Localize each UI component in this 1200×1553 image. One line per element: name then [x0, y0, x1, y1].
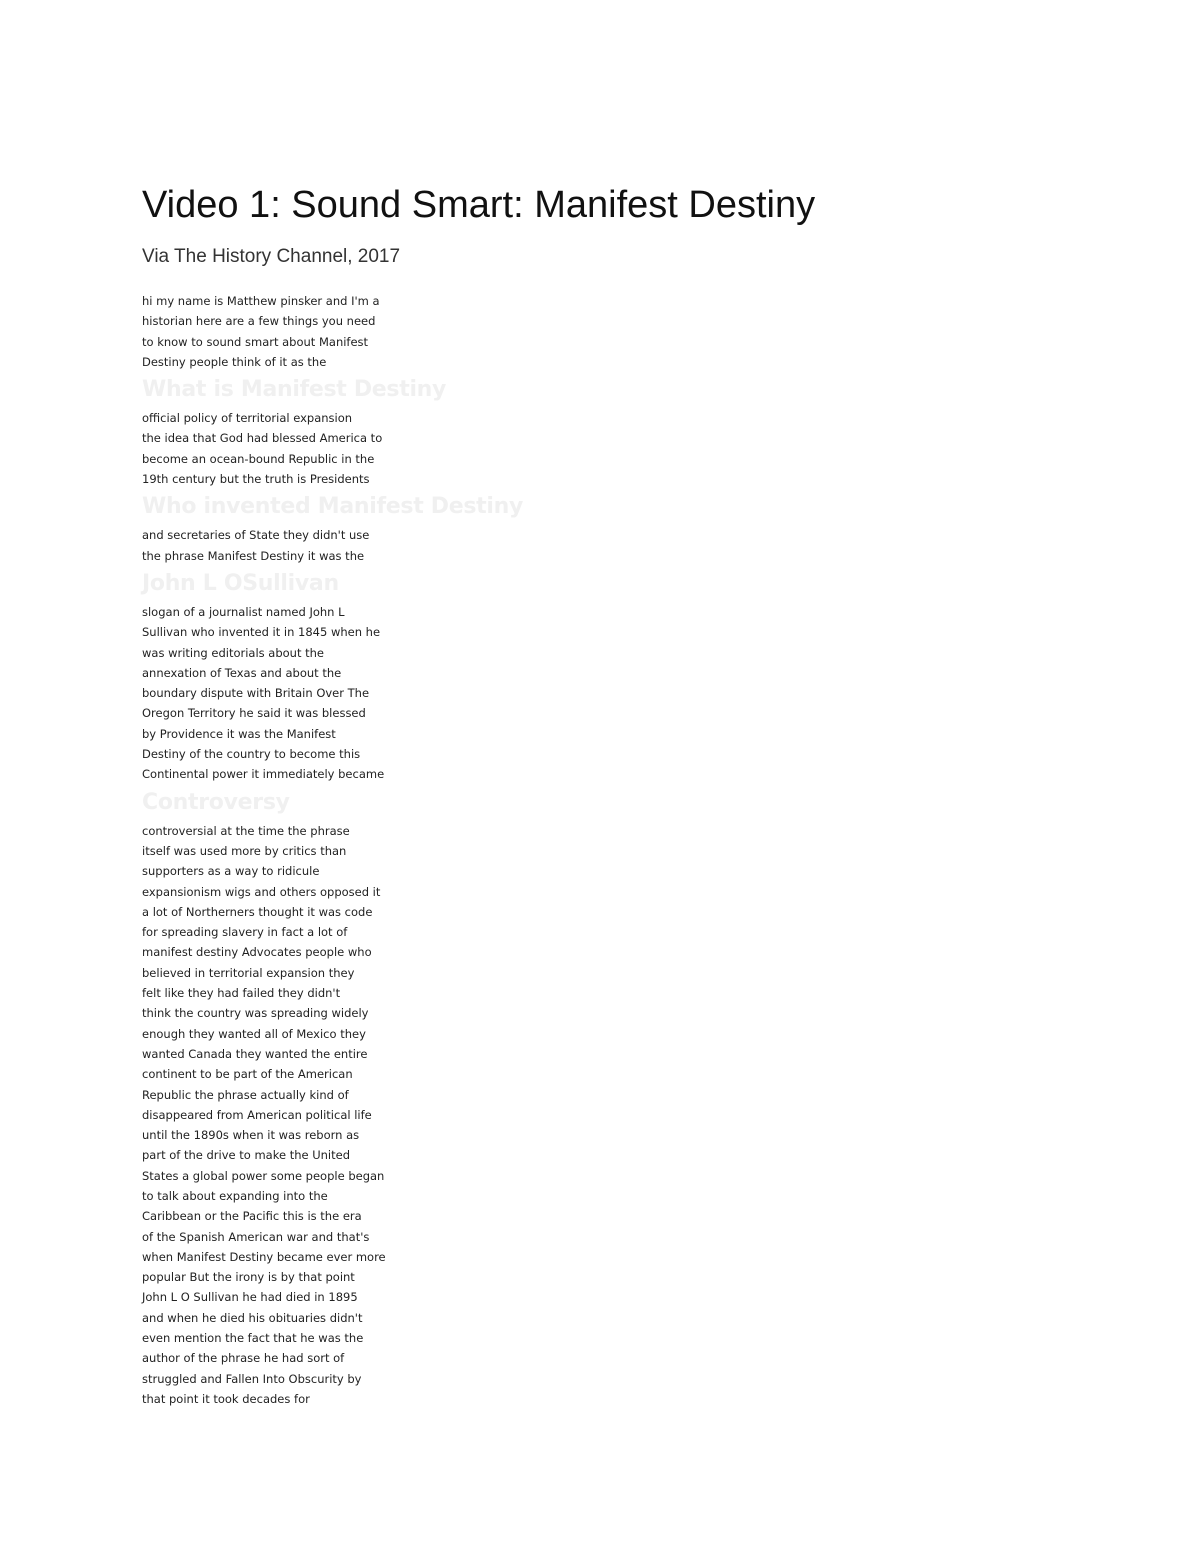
transcript-line: enough they wanted all of Mexico they [142, 1026, 366, 1041]
transcript-line: and when he died his obituaries didn't [142, 1310, 363, 1325]
transcript-line: to talk about expanding into the [142, 1188, 328, 1203]
transcript-line: Destiny people think of it as the [142, 354, 327, 369]
transcript-line: struggled and Fallen Into Obscurity by [142, 1371, 362, 1386]
section-heading-controversy: Controversy [142, 789, 290, 815]
transcript [142, 291, 524, 1409]
transcript-line: expansionism wigs and others opposed it [142, 884, 381, 899]
transcript-line: by Providence it was the Manifest [142, 726, 336, 741]
transcript-line: Oregon Territory he said it was blessed [142, 706, 366, 721]
transcript-line: even mention the fact that he was the [142, 1331, 364, 1346]
section-heading-what-is: What is Manifest Destiny [142, 377, 447, 403]
transcript-line: manifest destiny Advocates people who [142, 945, 372, 960]
transcript-line: slogan of a journalist named John L [142, 604, 345, 619]
transcript-paragraph-3 [142, 525, 442, 566]
transcript-line: controversial at the time the phrase [142, 823, 350, 838]
transcript-line: Caribbean or the Pacific this is the era [142, 1209, 362, 1224]
transcript-line: Destiny of the country to become this [142, 747, 361, 762]
transcript-line: was writing editorials about the [142, 645, 325, 660]
transcript-line: until the 1890s when it was reborn as [142, 1128, 360, 1143]
transcript-line: for spreading slavery in fact a lot of [142, 925, 348, 940]
transcript-line: of the Spanish American war and that's [142, 1229, 370, 1244]
transcript-line: felt like they had failed they didn't [142, 986, 341, 1001]
section-heading-osullivan: John L OSullivan [142, 570, 339, 596]
transcript-line: continent to be part of the American [142, 1067, 353, 1082]
transcript-line: historian here are a few things you need [142, 314, 376, 329]
transcript-paragraph-1 [142, 291, 442, 372]
transcript-paragraph-4 [142, 602, 442, 785]
transcript-line: disappeared from American political life [142, 1107, 372, 1122]
transcript-line: become an ocean-bound Republic in the [142, 451, 375, 466]
transcript-line: a lot of Northerners thought it was code [142, 904, 373, 919]
transcript-line: part of the drive to make the United [142, 1148, 351, 1163]
transcript-line: that point it took decades for [142, 1391, 310, 1406]
section-heading-who-invented: Who invented Manifest Destiny [142, 494, 524, 520]
transcript-line: Continental power it immediately became [142, 767, 385, 782]
transcript-line: States a global power some people began [142, 1168, 385, 1183]
transcript-line: official policy of territorial expansion [142, 411, 353, 426]
transcript-paragraph-2 [142, 408, 442, 489]
transcript-line: annexation of Texas and about the [142, 665, 342, 680]
transcript-line: the idea that God had blessed America to [142, 431, 383, 446]
transcript-line: when Manifest Destiny became ever more [142, 1249, 386, 1264]
transcript-line: think the country was spreading widely [142, 1006, 369, 1021]
transcript-line: boundary dispute with Britain Over The [142, 686, 370, 701]
page-title: Video 1: Sound Smart: Manifest Destiny [142, 184, 816, 226]
transcript-line: Sullivan who invented it in 1845 when he [142, 625, 381, 640]
transcript-line: 19th century but the truth is Presidents [142, 472, 370, 487]
transcript-line: supporters as a way to ridicule [142, 864, 320, 879]
transcript-line: author of the phrase he had sort of [142, 1351, 345, 1366]
transcript-line: itself was used more by critics than [142, 843, 347, 858]
transcript-line: John L O Sullivan he had died in 1895 [142, 1290, 358, 1305]
transcript-line: Republic the phrase actually kind of [142, 1087, 349, 1102]
transcript-line: and secretaries of State they didn't use [142, 528, 370, 543]
transcript-line: believed in territorial expansion they [142, 965, 355, 980]
transcript-line: to know to sound smart about Manifest [142, 334, 369, 349]
page-subtitle: Via The History Channel, 2017 [142, 246, 401, 267]
transcript-line: wanted Canada they wanted the entire [142, 1046, 368, 1061]
transcript-paragraph-5 [142, 821, 442, 1410]
transcript-line: the phrase Manifest Destiny it was the [142, 548, 365, 563]
transcript-line: hi my name is Matthew pinsker and I'm a [142, 294, 380, 308]
transcript-line: popular But the irony is by that point [142, 1270, 355, 1285]
